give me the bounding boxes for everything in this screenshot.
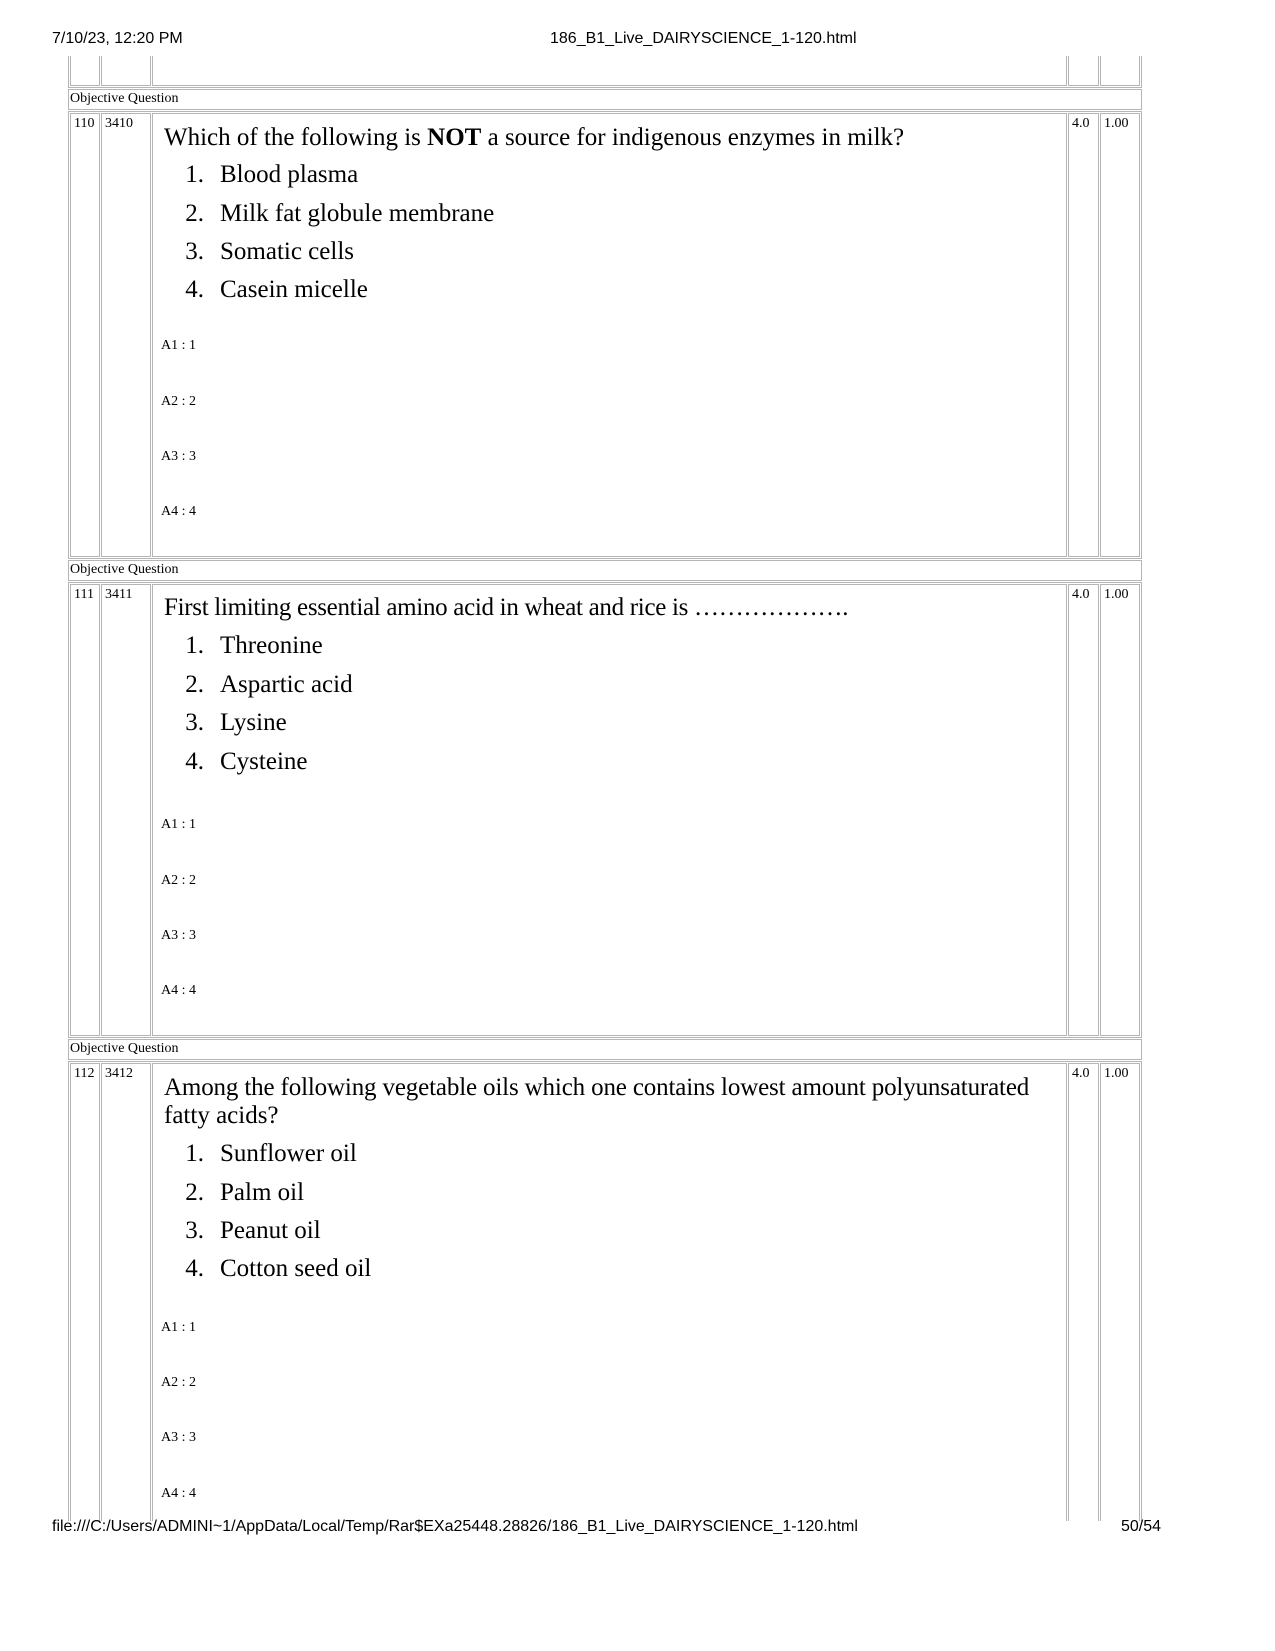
question-marks: 4.0 bbox=[1068, 113, 1099, 557]
question-serial: 112 bbox=[70, 1063, 100, 1521]
answer-3: A3 : 3 bbox=[161, 449, 196, 464]
option-4 bbox=[164, 748, 308, 776]
section-label-row bbox=[68, 89, 1142, 110]
option-4 bbox=[164, 276, 368, 304]
question-text bbox=[164, 123, 904, 153]
option-number: 3. bbox=[185, 709, 204, 736]
option-number: 1. bbox=[185, 161, 204, 188]
question-body bbox=[152, 1063, 1067, 1521]
question-negative-marks: 1.00 bbox=[1100, 113, 1140, 557]
answer-2: A2 : 2 bbox=[161, 873, 196, 888]
option-1 bbox=[164, 1140, 357, 1168]
option-number: 4. bbox=[185, 1255, 204, 1282]
print-title: 186_B1_Live_DAIRYSCIENCE_1-120.html bbox=[550, 30, 857, 47]
print-file-path: file:///C:/Users/ADMINI~1/AppData/Local/Temp/Rar$EXa25448.28826/186_B1_Live_DAIRYSCIENCE_1-120.html bbox=[52, 1518, 858, 1535]
option-number: 4. bbox=[185, 748, 204, 775]
option-1 bbox=[164, 161, 358, 189]
question-marks: 4.0 bbox=[1068, 1063, 1099, 1521]
option-3 bbox=[164, 1217, 321, 1245]
question-negative-marks: 1.00 bbox=[1100, 584, 1140, 1036]
cell-remnant bbox=[70, 56, 100, 86]
answer-1: A1 : 1 bbox=[161, 338, 196, 353]
section-label-row bbox=[68, 1039, 1142, 1060]
option-text: Somatic cells bbox=[220, 238, 354, 265]
cell-remnant bbox=[101, 56, 151, 86]
option-3 bbox=[164, 709, 287, 737]
option-number: 3. bbox=[185, 1217, 204, 1244]
answer-3: A3 : 3 bbox=[161, 1430, 196, 1445]
option-2 bbox=[164, 671, 353, 699]
question-id: 3411 bbox=[101, 584, 151, 1036]
question-marks: 4.0 bbox=[1068, 584, 1099, 1036]
option-text: Threonine bbox=[220, 632, 323, 659]
option-number: 1. bbox=[185, 1140, 204, 1167]
print-page-number: 50/54 bbox=[1121, 1518, 1162, 1535]
question-serial: 110 bbox=[70, 113, 100, 557]
option-text: Casein micelle bbox=[220, 276, 368, 303]
option-text: Peanut oil bbox=[220, 1217, 321, 1244]
option-4 bbox=[164, 1255, 371, 1283]
cell-remnant bbox=[1068, 56, 1099, 86]
question-id: 3412 bbox=[101, 1063, 151, 1521]
cell-remnant bbox=[1100, 56, 1140, 86]
option-text: Cysteine bbox=[220, 748, 308, 775]
option-3 bbox=[164, 238, 354, 266]
option-number: 2. bbox=[185, 671, 204, 698]
option-number: 1. bbox=[185, 632, 204, 659]
option-number: 2. bbox=[185, 200, 204, 227]
option-2 bbox=[164, 200, 494, 228]
option-text: Lysine bbox=[220, 709, 287, 736]
answer-2: A2 : 2 bbox=[161, 1375, 196, 1390]
option-2 bbox=[164, 1179, 304, 1207]
answer-4: A4 : 4 bbox=[161, 1486, 196, 1501]
section-label-row bbox=[68, 560, 1142, 581]
question-text: First limiting essential amino acid in wheat and rice is ………………. bbox=[164, 594, 849, 621]
answer-4: A4 : 4 bbox=[161, 983, 196, 998]
section-label: Objective Question bbox=[70, 91, 179, 106]
question-text-line-2: fatty acids? bbox=[164, 1102, 279, 1129]
print-datetime: 7/10/23, 12:20 PM bbox=[52, 30, 183, 47]
question-text-emphasis: NOT bbox=[427, 124, 482, 151]
section-label: Objective Question bbox=[70, 1041, 179, 1056]
question-id: 3410 bbox=[101, 113, 151, 557]
answer-3: A3 : 3 bbox=[161, 928, 196, 943]
option-text: Milk fat globule membrane bbox=[220, 200, 495, 227]
option-text: Cotton seed oil bbox=[220, 1255, 372, 1282]
answer-1: A1 : 1 bbox=[161, 817, 196, 832]
option-number: 2. bbox=[185, 1179, 204, 1206]
option-text: Sunflower oil bbox=[220, 1140, 357, 1167]
question-text-part: a source for indigenous enzymes in milk? bbox=[481, 124, 905, 151]
section-label: Objective Question bbox=[70, 562, 179, 577]
option-text: Blood plasma bbox=[220, 161, 359, 188]
answer-2: A2 : 2 bbox=[161, 394, 196, 409]
option-text: Aspartic acid bbox=[220, 671, 353, 698]
option-number: 4. bbox=[185, 276, 204, 303]
question-serial: 111 bbox=[70, 584, 100, 1036]
answer-1: A1 : 1 bbox=[161, 1320, 196, 1335]
option-1 bbox=[164, 632, 323, 660]
question-text-part: Which of the following is bbox=[164, 124, 428, 151]
option-number: 3. bbox=[185, 238, 204, 265]
cell-remnant bbox=[152, 56, 1067, 86]
option-text: Palm oil bbox=[220, 1179, 305, 1206]
question-text-line-1: Among the following vegetable oils which one contains lowest amount polyunsaturated bbox=[164, 1074, 1030, 1101]
answer-4: A4 : 4 bbox=[161, 504, 196, 519]
question-negative-marks: 1.00 bbox=[1100, 1063, 1140, 1521]
